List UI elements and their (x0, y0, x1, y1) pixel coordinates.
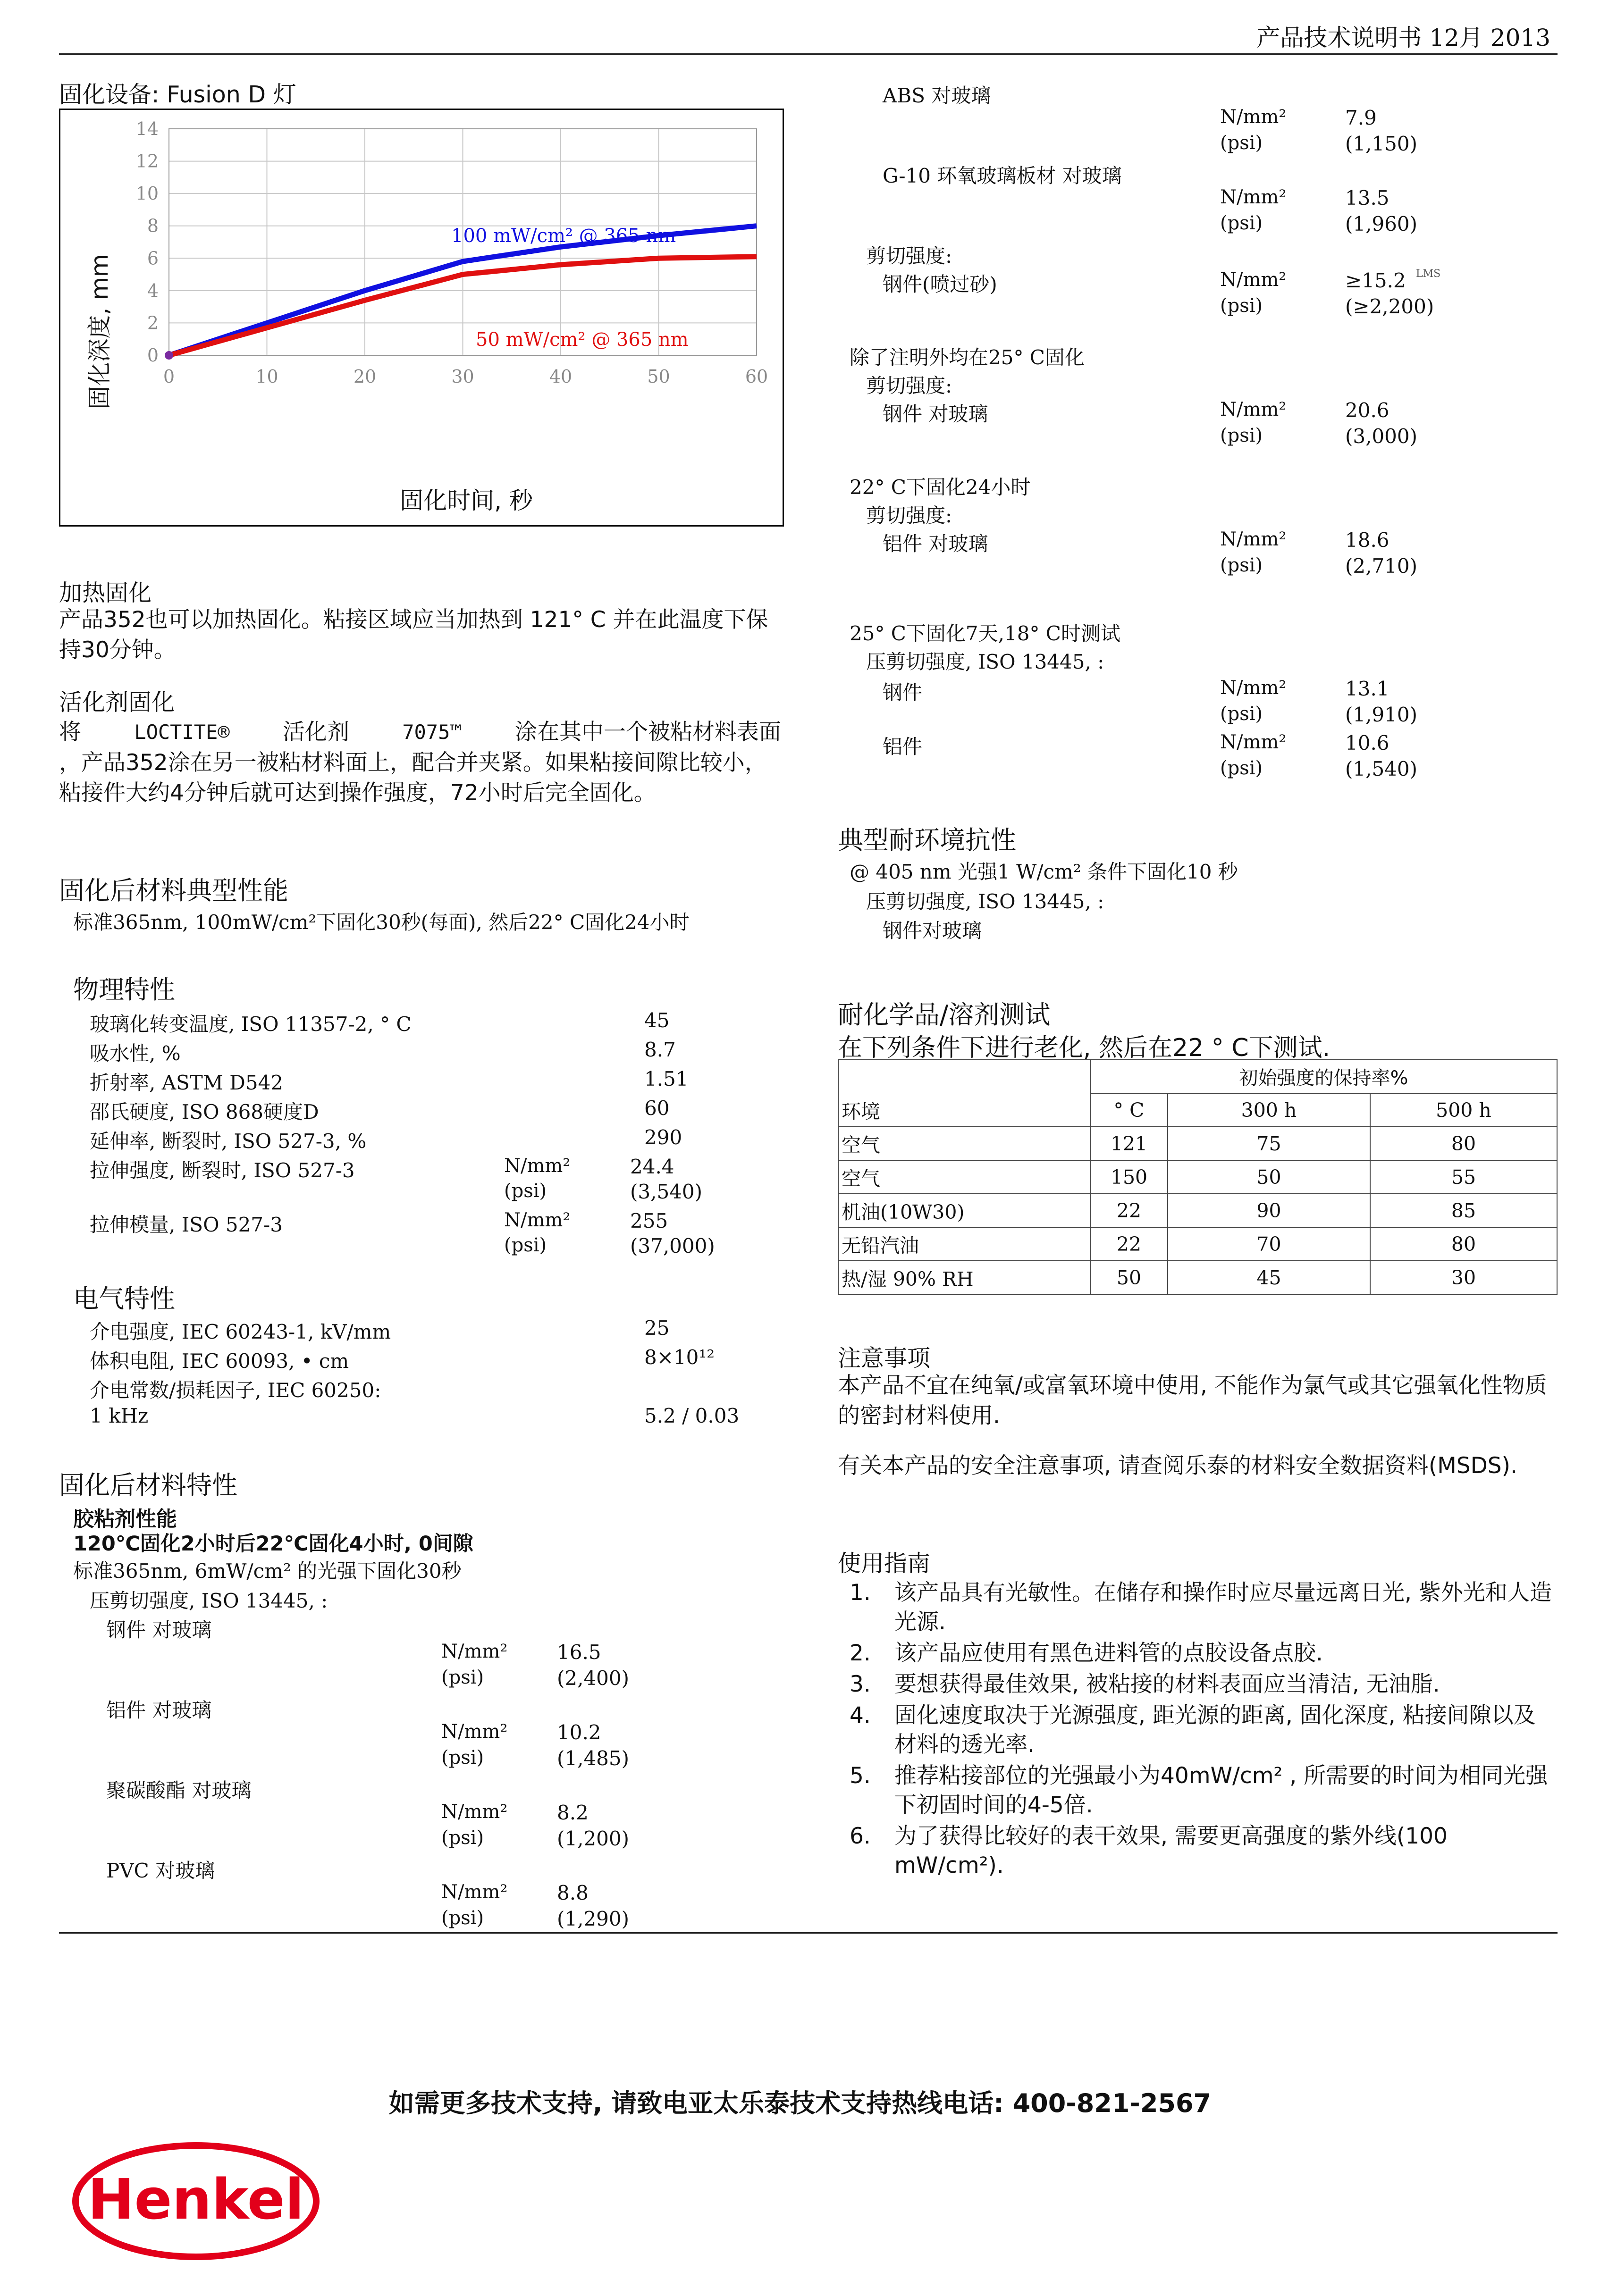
value-psi: (3,000) (1345, 425, 1418, 448)
table-cell: 75 (1168, 1127, 1370, 1160)
activator-line1 (59, 717, 781, 747)
table-row (838, 1160, 1557, 1194)
guide-text: 该产品应使用有黑色进料管的点胶设备点胶. (894, 1640, 1323, 1666)
adhesive-sub2: 标准365nm, 6mW/cm² 的光强下固化30秒 (73, 1559, 462, 1583)
table-cell: 50 (1168, 1160, 1370, 1194)
adh-value-n: 10.2 (557, 1721, 601, 1744)
notice-p2: 有关本产品的安全注意事项, 请查阅乐泰的材料安全数据资料(MSDS). (838, 1453, 1517, 1479)
table-cell: 85 (1370, 1194, 1557, 1227)
prop-value: 290 (644, 1126, 682, 1149)
prop-label: 吸水性, % (90, 1042, 181, 1065)
guide-num: 6. (850, 1823, 871, 1849)
adh-unit-n: N/mm² (441, 1881, 508, 1903)
prop-unit-psi: (psi) (504, 1180, 547, 1202)
prop-value: 1.51 (644, 1067, 689, 1090)
cure7-item-name: 钢件 (883, 681, 923, 704)
th-300h: 300 h (1168, 1093, 1370, 1127)
cure22-title: 22° C下固化24小时 (850, 476, 1031, 499)
adh-value-psi: (2,400) (557, 1667, 630, 1690)
table-row (838, 1261, 1557, 1294)
table-row (838, 1194, 1557, 1227)
guide-text: 要想获得最佳效果, 被粘接的材料表面应当清洁, 无油脂. (894, 1671, 1440, 1697)
list-item (850, 1670, 1558, 1699)
list-item (850, 1761, 1558, 1820)
electrical-title: 电气特性 (73, 1284, 175, 1314)
activator-title: 活化剂固化 (59, 689, 175, 716)
doc-title: 产品技术说明书 12月 2013 (1256, 24, 1550, 51)
value-n: 7.9 (1345, 106, 1377, 129)
act-word-2: LOCTITE® (134, 721, 230, 744)
guide-text: 推荐粘接部位的光强最小为40mW/cm² , 所需要的时间为相同光强下初固时间的4-5倍. (894, 1763, 1548, 1818)
adh-unit-n: N/mm² (441, 1641, 508, 1662)
header-rule (59, 53, 1558, 55)
unit-n: N/mm² (1220, 106, 1287, 128)
elec-label: 介电常数/损耗因子, IEC 60250: (90, 1379, 381, 1402)
notice-title: 注意事项 (838, 1345, 931, 1372)
chart-y-label: 固化深度, mm (86, 254, 113, 410)
adh-value-psi: (1,485) (557, 1747, 630, 1770)
table-cell (838, 1060, 1090, 1093)
value-psi: (1,960) (1345, 212, 1418, 235)
th-env: 环境 (838, 1093, 1090, 1127)
chem-sub: 在下列条件下进行老化, 然后在22 ° C下测试. (838, 1034, 1331, 1062)
span-header: 初始强度的保持率% (1090, 1060, 1557, 1093)
adh-value-n: 16.5 (557, 1641, 601, 1664)
heat-cure-title: 加热固化 (59, 579, 152, 606)
elec-value: 5.2 / 0.03 (644, 1404, 740, 1427)
list-item (850, 1578, 1558, 1637)
act-word-1: 将 (59, 719, 81, 745)
lms-sup: LMS (1416, 268, 1441, 280)
table-row (838, 1060, 1557, 1093)
prop-value: 255 (630, 1209, 668, 1232)
heat-cure-text: 产品352也可以加热固化。粘接区域应当加热到 121° C 并在此温度下保持30分钟。 (59, 607, 768, 663)
elec-label: 1 kHz (90, 1404, 149, 1427)
guide-num: 5. (850, 1763, 871, 1789)
table-cell: 55 (1370, 1160, 1557, 1194)
prop-psi: (37,000) (630, 1234, 715, 1257)
table-cell: 无铅汽油 (838, 1227, 1090, 1261)
prop-value: 60 (644, 1097, 670, 1120)
typical-props-sub: 标准365nm, 100mW/cm²下固化30秒(每面), 然后22° C固化24小时 (73, 911, 690, 934)
env-line1: @ 405 nm 光强1 W/cm² 条件下固化10 秒 (850, 860, 1238, 883)
list-item (850, 1701, 1558, 1760)
cure7-title: 25° C下固化7天,18° C时测试 (850, 622, 1120, 645)
env-line3: 钢件对玻璃 (883, 919, 982, 942)
unit-psi: (psi) (1220, 425, 1263, 446)
table-cell: 45 (1168, 1261, 1370, 1294)
act-word-3: 活化剂 (282, 719, 349, 745)
table-row (838, 1127, 1557, 1160)
unit-psi: (psi) (1220, 703, 1263, 725)
value-psi: (2,710) (1345, 554, 1418, 578)
unit-n: N/mm² (1220, 677, 1287, 699)
cure-depth-chart (59, 109, 784, 527)
table-row (90, 1155, 355, 1183)
prop-value: 45 (644, 1009, 670, 1032)
y-tick-label: 14 (135, 118, 159, 139)
adh-value-psi: (1,200) (557, 1827, 630, 1850)
unit-psi: (psi) (1220, 132, 1263, 154)
adh-item-name: PVC 对玻璃 (106, 1859, 215, 1882)
guide-text: 为了获得比较好的表干效果, 需要更高强度的紫外线(100 mW/cm²). (894, 1823, 1448, 1878)
act-word-4: 7075™ (402, 721, 462, 744)
series-label-50: 50 mW/cm² @ 365 nm (476, 329, 689, 351)
table-cell: 30 (1370, 1261, 1557, 1294)
value-n: 18.6 (1345, 528, 1389, 552)
adhesive-sub1: 120℃固化2小时后22℃固化4小时, 0间隙 (73, 1532, 473, 1556)
table-cell: 90 (1168, 1194, 1370, 1227)
cure22-item-name: 铝件 对玻璃 (883, 532, 988, 555)
x-tick-label: 30 (451, 366, 474, 387)
env-line2: 压剪切强度, ISO 13445, : (866, 890, 1104, 913)
value-n: ≥15.2 (1345, 269, 1406, 292)
unit-n: N/mm² (1220, 186, 1287, 208)
cure25-item-name: 钢件 对玻璃 (883, 402, 988, 426)
table-cell: 空气 (838, 1160, 1090, 1194)
adh-unit-psi: (psi) (441, 1907, 484, 1929)
table-row (90, 1126, 366, 1154)
x-tick-label: 20 (353, 366, 377, 387)
guide-title: 使用指南 (838, 1550, 931, 1577)
guide-num: 4. (850, 1702, 871, 1728)
prop-label: 折射率, ASTM D542 (90, 1071, 284, 1094)
steel-blast-name: 钢件(喷过砂) (883, 273, 997, 296)
prop-label: 拉伸模量, ISO 527-3 (90, 1213, 283, 1236)
adh-value-n: 8.2 (557, 1801, 589, 1824)
henkel-logo (71, 2140, 321, 2262)
value-n: 13.5 (1345, 186, 1389, 209)
adh-unit-psi: (psi) (441, 1667, 484, 1688)
footer-rule (59, 1932, 1558, 1934)
value-psi: (1,910) (1345, 703, 1418, 726)
unit-n: N/mm² (1220, 731, 1287, 753)
unit-psi: (psi) (1220, 212, 1263, 234)
prop-label: 玻璃化转变温度, ISO 11357-2, ° C (90, 1013, 412, 1036)
y-tick-label: 12 (135, 151, 159, 172)
elec-value: 8×10¹² (644, 1346, 715, 1369)
g10-name: G-10 环氧玻璃板材 对玻璃 (883, 164, 1122, 187)
x-tick-label: 60 (745, 366, 768, 387)
table-cell: 150 (1090, 1160, 1168, 1194)
table-cell: 70 (1168, 1227, 1370, 1261)
table-cell: 80 (1370, 1227, 1557, 1261)
table-cell: 热/湿 90% RH (838, 1261, 1090, 1294)
y-tick-label: 10 (135, 183, 159, 204)
adh-unit-n: N/mm² (441, 1801, 508, 1823)
table-row (90, 1097, 319, 1125)
table-cell: 22 (1090, 1227, 1168, 1261)
chart-label: 固化设备: Fusion D 灯 (59, 81, 296, 108)
cure7-item-name: 铝件 (883, 735, 923, 758)
cure25-shear: 剪切强度: (866, 374, 952, 397)
chart-x-label: 固化时间, 秒 (400, 487, 533, 514)
guide-num: 1. (850, 1580, 871, 1606)
y-tick-label: 4 (147, 280, 159, 301)
prop-label: 延伸率, 断裂时, ISO 527-3, % (90, 1130, 367, 1153)
table-row (90, 1067, 283, 1096)
value-psi: (≥2,200) (1345, 295, 1434, 318)
elec-value: 25 (644, 1316, 670, 1340)
th-500h: 500 h (1370, 1093, 1557, 1127)
physical-title: 物理特性 (73, 975, 175, 1005)
table-row (838, 1227, 1557, 1261)
table-row (90, 1009, 412, 1037)
chart-svg (60, 110, 783, 525)
value-n: 20.6 (1345, 399, 1389, 422)
adh-item-name: 钢件 对玻璃 (106, 1618, 212, 1642)
y-tick-label: 0 (147, 345, 159, 366)
chart-x-ticks (163, 366, 768, 387)
elec-label: 介电强度, IEC 60243-1, kV/mm (90, 1320, 391, 1343)
unit-psi: (psi) (1220, 757, 1263, 779)
support-hotline: 如需更多技术支持, 请致电亚太乐泰技术支持热线电话: 400-821-2567 (388, 2088, 1212, 2118)
prop-label: 邵氏硬度, ISO 868硬度D (90, 1100, 319, 1123)
value-psi: (1,540) (1345, 757, 1418, 780)
guide-num: 2. (850, 1640, 871, 1666)
list-item (850, 1822, 1558, 1880)
unit-n: N/mm² (1220, 528, 1287, 550)
cure7-shear: 压剪切强度, ISO 13445, : (866, 650, 1104, 673)
chart-y-ticks (136, 118, 159, 366)
act-word-5: 涂在其中一个被粘材料表面 (514, 719, 781, 745)
table-cell: 空气 (838, 1127, 1090, 1160)
adh-value-psi: (1,290) (557, 1907, 630, 1930)
unit-n: N/mm² (1220, 399, 1287, 420)
elec-label: 体积电阻, IEC 60093, • cm (90, 1349, 349, 1373)
guide-text: 该产品具有光敏性。在储存和操作时应尽量远离日光, 紫外光和人造光源. (894, 1580, 1552, 1635)
adh-item-name: 聚碳酸酯 对玻璃 (106, 1779, 252, 1802)
adh-value-n: 8.8 (557, 1881, 589, 1904)
x-tick-label: 10 (255, 366, 278, 387)
value-n: 10.6 (1345, 731, 1389, 754)
x-tick-label: 50 (647, 366, 670, 387)
table-cell: 机油(10W30) (838, 1194, 1090, 1227)
notice-p1: 本产品不宜在纯氧/或富氧环境中使用, 不能作为氯气或其它强氧化性物质的密封材料使用. (838, 1373, 1547, 1429)
prop-unit-psi: (psi) (504, 1234, 547, 1256)
prop-unit: N/mm² (504, 1209, 571, 1231)
origin-point (165, 351, 173, 360)
cure25-title: 除了注明外均在25° C固化 (850, 346, 1085, 369)
abs-name: ABS 对玻璃 (883, 84, 991, 107)
prop-unit: N/mm² (504, 1155, 571, 1177)
chem-resistance-table (838, 1059, 1558, 1295)
unit-n: N/mm² (1220, 269, 1287, 291)
prop-value: 8.7 (644, 1038, 676, 1061)
table-row (838, 1093, 1557, 1127)
x-tick-label: 40 (549, 366, 573, 387)
adh-item-name: 铝件 对玻璃 (106, 1699, 212, 1722)
activator-text: ，产品352涂在另一被粘材料面上，配合并夹紧。如果粘接间隙比较小，粘接件大约4分钟后就可达到操作强度，72小时后完全固化。 (59, 750, 767, 806)
env-title: 典型耐环境抗性 (838, 825, 1016, 855)
prop-label: 拉伸强度, 断裂时, ISO 527-3 (90, 1159, 355, 1182)
shear-label: 剪切强度: (866, 244, 952, 268)
cure22-shear: 剪切强度: (866, 504, 952, 527)
typical-props-title: 固化后材料典型性能 (59, 876, 288, 905)
adh-unit-n: N/mm² (441, 1721, 508, 1743)
table-cell: 80 (1370, 1127, 1557, 1160)
guide-num: 3. (850, 1671, 871, 1697)
prop-value: 24.4 (630, 1155, 674, 1178)
adhesive-title: 胶粘剂性能 (73, 1507, 177, 1531)
table-row (90, 1209, 283, 1238)
series-label-100: 100 mW/cm² @ 365 nm (451, 225, 676, 247)
y-tick-label: 6 (147, 248, 159, 269)
table-cell: 50 (1090, 1261, 1168, 1294)
y-tick-label: 2 (147, 312, 159, 334)
y-tick-label: 8 (147, 215, 159, 236)
list-item (850, 1639, 1558, 1668)
unit-psi: (psi) (1220, 554, 1263, 576)
value-n: 13.1 (1345, 677, 1389, 700)
prop-psi: (3,540) (630, 1180, 703, 1203)
cured-props-title: 固化后材料特性 (59, 1470, 237, 1500)
adh-unit-psi: (psi) (441, 1827, 484, 1849)
logo-wordmark: Henkel (87, 2167, 304, 2232)
chem-title: 耐化学品/溶剂测试 (838, 1000, 1051, 1030)
th-temp: ° C (1090, 1093, 1168, 1127)
table-cell: 22 (1090, 1194, 1168, 1227)
guide-text: 固化速度取决于光源强度, 距光源的距离, 固化深度, 粘接间隙以及材料的透光率. (894, 1702, 1536, 1758)
value-psi: (1,150) (1345, 132, 1418, 155)
table-row (90, 1038, 181, 1066)
unit-psi: (psi) (1220, 295, 1263, 317)
table-cell: 121 (1090, 1127, 1168, 1160)
x-tick-label: 0 (163, 366, 175, 387)
adhesive-shear: 压剪切强度, ISO 13445, : (90, 1589, 328, 1612)
adh-unit-psi: (psi) (441, 1747, 484, 1768)
